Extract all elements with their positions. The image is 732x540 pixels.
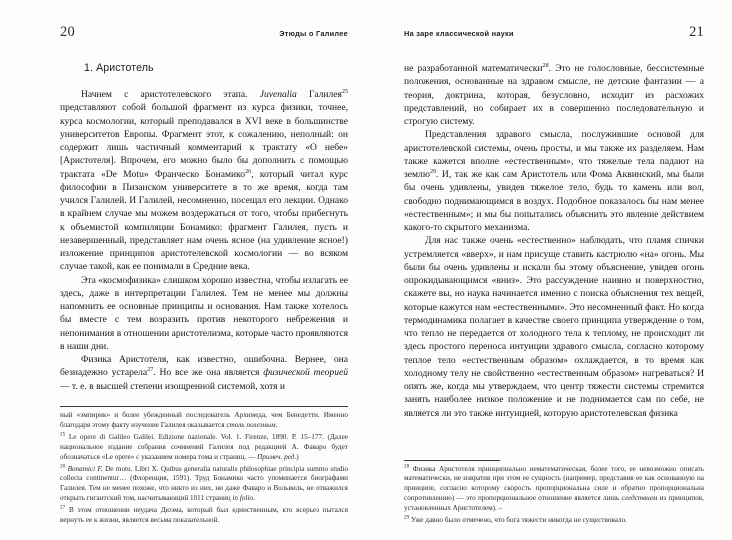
footnote-25: $^{25}$ Le opere di Galileo Galilei. Edizione nazionale. Vol. 1. Firenze, 1890. P. 15–177. (Далее национальное издание собрания сочинений Галилея под редакцией А. Фаваро будет обозначаться «Le opere» с указанием номера тома и страниц. — Примеч. ред.) — [60, 431, 348, 461]
footnote-27: $^{27}$ В этом отношении неудача Дюэма, который был единственным, кто всерьез пытался вернуть ее к жизни, является весьма показательной. — [60, 504, 348, 524]
footnote-continuation: ный «эмпирик» и более убежденный последователь Архимеда, чем Бенедетти. Именно благодаря этому факту изучение Галилея оказывается столь полезным. — [60, 411, 348, 429]
paragraph: Эта «космофизика» слишком хорошо известна, чтобы излагать ее здесь, даже в интерпретации Галилея. Тем не менее мы должны напомнить ее основные принципы и основания. Нам также хотелось бы вместе с тем возразить против некоторого небрежения и непонимания в отношении аристотелизма, которые часто проявляются в наши дни. — [60, 274, 348, 352]
folio-left: 20 — [60, 24, 75, 40]
body-text-left — [60, 88, 348, 393]
folio-right: 21 — [689, 24, 704, 40]
body-text-right — [404, 62, 704, 420]
footnote-rule-right — [404, 460, 500, 461]
footnotes-left — [60, 406, 348, 528]
running-head-left — [60, 24, 348, 46]
footnote-26: $^{26}$ Bonamici F. De motu. Libri X. Quibus generalia naturalis philosophiae principia summo studio collecta continentur… (Флоренция, 1591). Труд Бонамико часто упоминается биографами Галилея. Тем не менее похоже, что никто из них, ни даже Фаваро и Вольвиль, не отважился открыть гигантский том, насчитывающий 1011 страниц in folio. — [60, 463, 348, 502]
footnote-rule-left — [60, 406, 348, 407]
footnote-29: $^{29}$ Уже давно было отмечено, что бога тяжести никогда не существовало. — [404, 514, 627, 524]
page-right — [366, 0, 732, 540]
running-head-title-left: Этюды о Галилее — [279, 29, 348, 38]
paragraph: не разработанной математически$^{28}$. Это не голословные, бессистемные положения, основанные на здравом смысле, не детские фантазии — а теория, доктрина, которая, безусловно, исходит из расхожих представлений, но собирает их в совершенно последовательную и строгую систему. — [404, 62, 704, 127]
running-head-right — [404, 24, 704, 46]
paragraph: Начнем с аристотелевского этапа. Juvenalia Галилея$^{25}$ представляют собой большой фрагмент из курса физики, точнее, курса космологии, который преподавался в XVI веке в большинстве университетов Европы. Фрагмент этот, к сожалению, неполный: он содержит лишь частичный комментарий к трактату «О небе» [Аристотеля]. Впрочем, его можно было бы дополнить с помощью трактата «De Motu» Франческо Бонамико$^{26}$, который читал курс философии в Пизанском университете в то же время, когда там учился Галилей. И Галилей, несомненно, посещал его лекции. Однако в крайнем случае мы можем воздержаться от того, чтобы прибегнуть к объемистой компиляции Бонамико: фрагмент Галилея, пусть и незавершенный, представляет нам очень ясное (на удивление ясное!) изложение принципов аристотелевской космологии — во всяком случае такой, как ее понимали в Средние века. — [60, 88, 348, 273]
paragraph: Для нас также очень «естественно» наблюдать, что пламя спички устремляется «вверх», и нам присуще ставить кастрюлю «на» огонь. Мы были бы очень удивлены и искали бы этому объяснение, увидев огонь опрокидывающимся «вниз». Это рассуждение наивно и поверхностно, скажете вы, но наука начинается именно с поиска объяснения тех вещей, которые кажутся нам «естественными». Это несомненный факт. Но когда термодинамика полагает в качестве своего принципа утверждение о том, что тепло не передается от холодного тела к теплому, не происходит ли здесь простого переноса интуиции здравого смысла, согласно которому теплое тело «естественным образом» охлаждается, в то время как холодному телу не свойственно «естественным образом» нагреваться? И опять же, когда мы утверждаем, что центр тяжести системы стремится занять наиболее низкое положение и не поднимается сам по себе, не является ли это также интуицией, которую аристотелевская физика — [404, 235, 704, 419]
footnotes-right — [404, 460, 704, 528]
paragraph: Физика Аристотеля, как известно, ошибочна. Вернее, она безнадежно устарела$^{27}$. Но все же она является физической теорией — т. е. в высшей степени изощренной системой, хотя и — [60, 354, 348, 392]
running-head-title-right: На заре классической науки — [404, 29, 514, 38]
paragraph: Представления здравого смысла, послужившие основой для аристотелевской системы, очень просты, и мы также их разделяем. Нам также кажется вполне «естественным», что тяжелые тела падают на землю$^{29}$. И, так же как сам Аристотель или Фома Аквинский, мы были бы очень удивлены, увидев тяжелое тело, будь то камень или вол, свободно поднимающимся в воздух. Подобное показалось бы нам менее «естественным»; и мы бы попытались объяснить это явление действием какого-то скрытого механизма. — [404, 129, 704, 233]
footnote-28: $^{28}$ Физика Аристотеля принципиально нематематическая, более того, ее невозможно описать математически, не извратив при этом ее сущность (например, представив ее как основанную на принципе, согласно которому скорость пропорциональна силе и обратно пропорциональна сопротивлению) — это пропорциональное отношение является лишь следствием из принципов, установленных Аристотелем). – — [404, 463, 704, 512]
section-title: 1. Аристотель — [84, 62, 154, 74]
